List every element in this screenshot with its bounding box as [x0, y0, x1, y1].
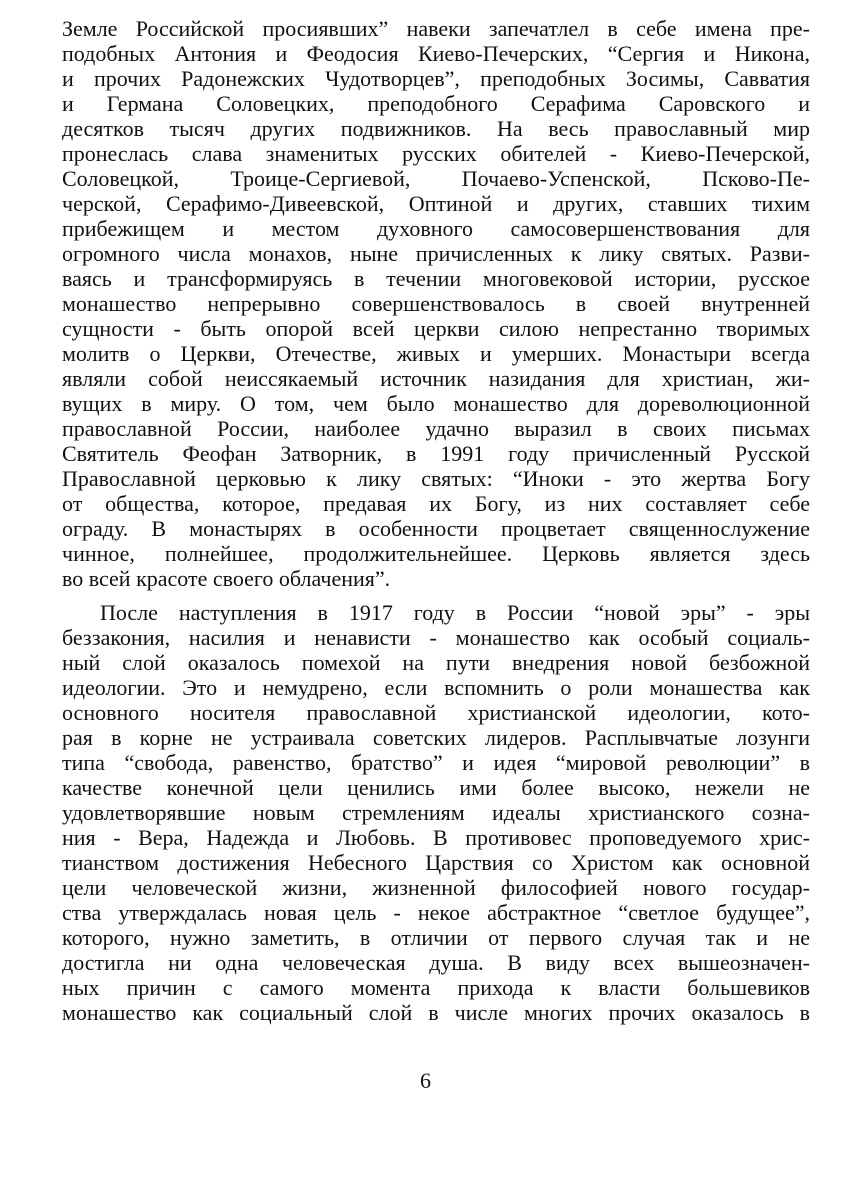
paragraph-1 [62, 16, 810, 591]
text-line: ваясь и трансформируясь в течении многовековой истории, русское [62, 266, 810, 291]
text-line: сущности - быть опорой всей церкви силою непрестанно творимых [62, 316, 810, 341]
text-line: ных причин с самого момента прихода к власти большевиков [62, 975, 810, 1000]
text-line: Земле Российской просиявших” навеки запечатлел в себе имена пре- [62, 16, 810, 41]
text-line: типа “свобода, равенство, братство” и идея “мировой революции” в [62, 750, 810, 775]
text-line: подобных Антония и Феодосия Киево-Печерских, “Сергия и Никона, [62, 41, 810, 66]
text-line: во всей красоте своего облачения”. [62, 566, 391, 591]
text-line: являли собой неиссякаемый источник назидания для христиан, жи- [62, 366, 810, 391]
document-page [62, 16, 810, 1025]
paragraph-2 [62, 600, 810, 1025]
text-line: и прочих Радонежских Чудотворцев”, преподобных Зосимы, Савватия [62, 66, 810, 91]
text-line: десятков тысяч других подвижников. На весь православный мир [62, 116, 810, 141]
text-line: вущих в миру. О том, чем было монашество для дореволюционной [62, 391, 810, 416]
text-line: молитв о Церкви, Отечестве, живых и умерших. Монастыри всегда [62, 341, 810, 366]
text-line: монашество непрерывно совершенствовалось в своей внутренней [62, 291, 810, 316]
text-line: Святитель Феофан Затворник, в 1991 году причисленный Русской [62, 441, 810, 466]
text-line: ства утверждалась новая цель - некое абстрактное “светлое будущее”, [62, 900, 810, 925]
text-line: монашество как социальный слой в числе многих прочих оказалось в [62, 1000, 810, 1025]
text-line: рая в корне не устраивала советских лидеров. Расплывчатые лозунги [62, 725, 810, 750]
text-line: Соловецкой, Троице-Сергиевой, Почаево-Успенской, Псково-Пе- [62, 166, 810, 191]
text-line: чинное, полнейшее, продолжительнейшее. Церковь является здесь [62, 541, 810, 566]
text-line: и Германа Соловецких, преподобного Серафима Саровского и [62, 91, 810, 116]
text-line: пронеслась слава знаменитых русских обителей - Киево-Печерской, [62, 141, 810, 166]
text-line: прибежищем и местом духовного самосовершенствования для [62, 216, 810, 241]
text-line: огромного числа монахов, ныне причисленных к лику святых. Разви- [62, 241, 810, 266]
text-line: ограду. В монастырях в особенности процветает священнослужение [62, 516, 810, 541]
page-number: 6 [420, 1068, 431, 1093]
text-line: от общества, которое, предавая их Богу, из них составляет себе [62, 491, 810, 516]
text-line: удовлетворявшие новым стремлениям идеалы христианского созна- [62, 800, 810, 825]
text-line: ный слой оказалось помехой на пути внедрения новой безбожной [62, 650, 810, 675]
text-line: цели человеческой жизни, жизненной философией нового государ- [62, 875, 810, 900]
text-line: идеологии. Это и немудрено, если вспомнить о роли монашества как [62, 675, 810, 700]
text-line: основного носителя православной христианской идеологии, кото- [62, 700, 810, 725]
text-line: Православной церковью к лику святых: “Иноки - это жертва Богу [62, 466, 810, 491]
text-line: черской, Серафимо-Дивеевской, Оптиной и других, ставших тихим [62, 191, 810, 216]
text-line: тианством достижения Небесного Царствия со Христом как основной [62, 850, 810, 875]
text-line: качестве конечной цели ценились ими более высоко, нежели не [62, 775, 810, 800]
text-line: достигла ни одна человеческая душа. В виду всех вышеозначен- [62, 950, 810, 975]
text-line: которого, нужно заметить, в отличии от первого случая так и не [62, 925, 810, 950]
text-line: беззакония, насилия и ненависти - монашество как особый социаль- [62, 625, 810, 650]
text-line: ния - Вера, Надежда и Любовь. В противовес проповедуемого хрис- [62, 825, 810, 850]
text-line: После наступления в 1917 году в России “новой эры” - эры [100, 600, 810, 625]
text-line: православной России, наиболее удачно выразил в своих письмах [62, 416, 810, 441]
